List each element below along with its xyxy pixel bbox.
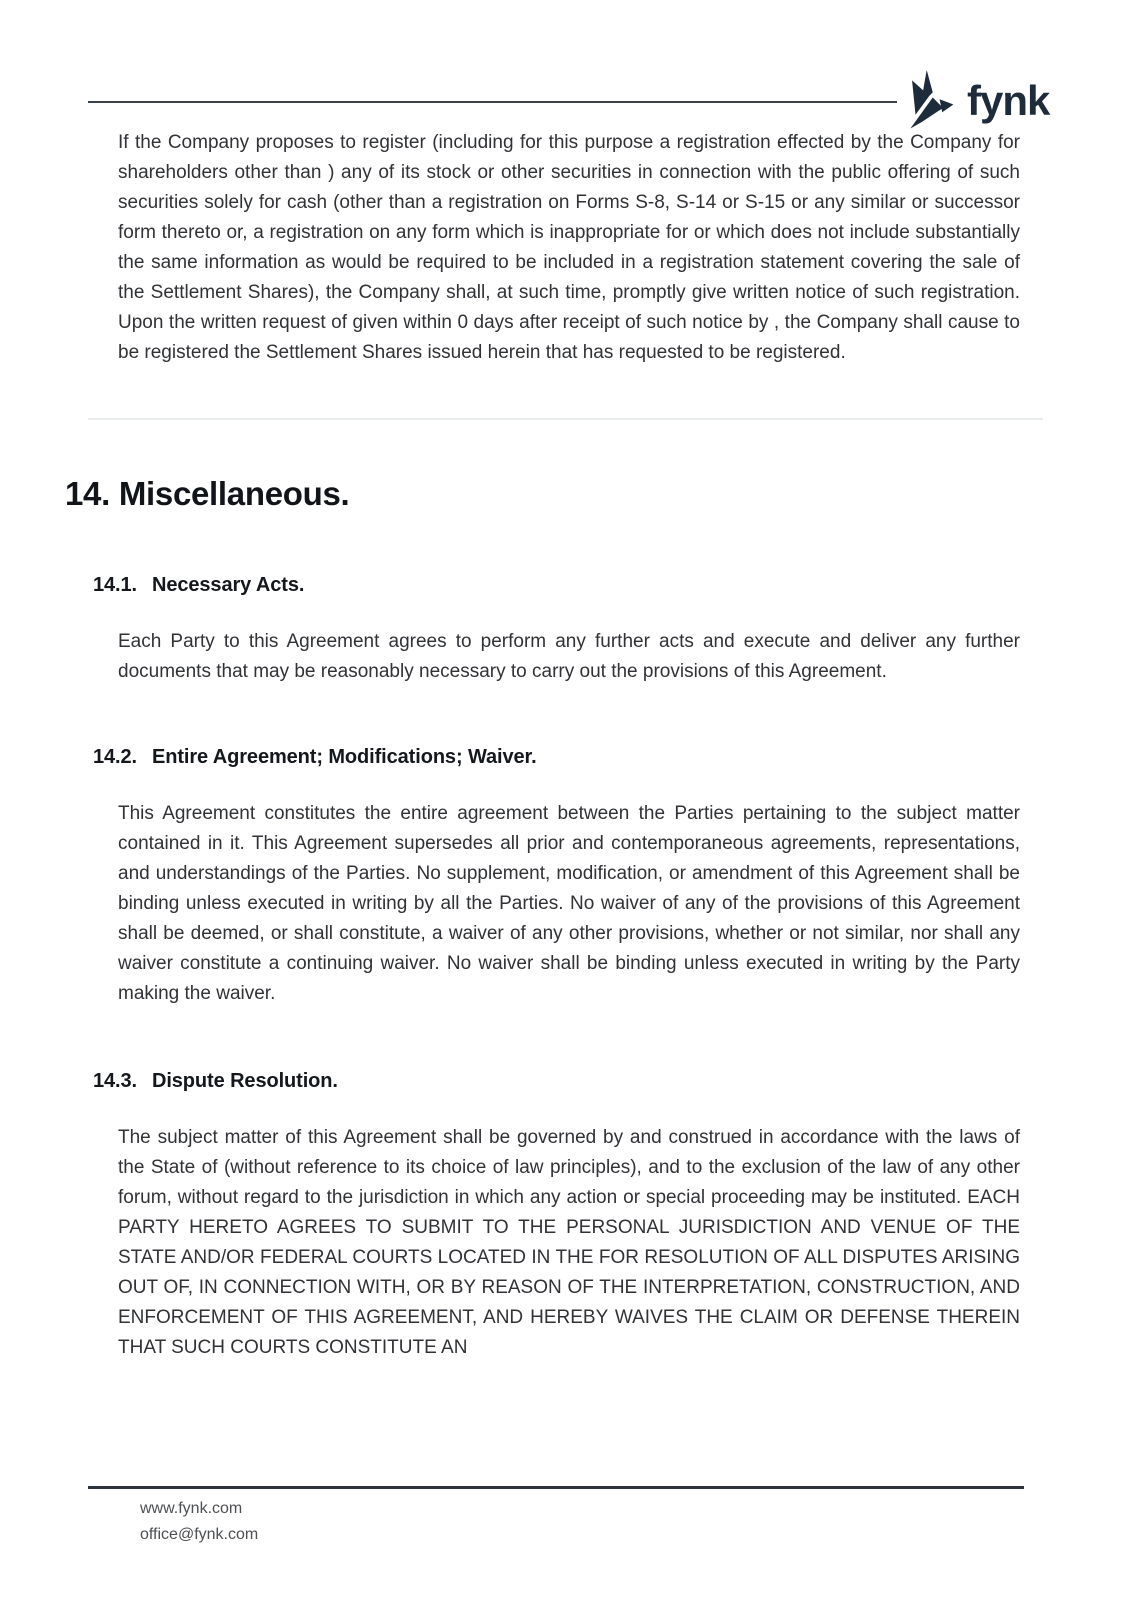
origami-bird-icon xyxy=(903,70,959,132)
subsection-paragraph: The subject matter of this Agreement shall be governed by and construed in accordance with the laws of the State of (without reference to its choice of law principles), and to the exclusion of the law of any other forum, without regard to the jurisdiction in which any action or special proceeding may be instituted. EACH PARTY HERETO AGREES TO SUBMIT TO THE PERSONAL JURISDICTION AND VENUE OF THE STATE AND/OR FEDERAL COURTS LOCATED IN THE FOR RESOLUTION OF ALL DISPUTES ARISING OUT OF, IN CONNECTION WITH, OR BY REASON OF THE INTERPRETATION, CONSTRUCTION, AND ENFORCEMENT OF THIS AGREEMENT, AND HEREBY WAIVES THE CLAIM OR DEFENSE THEREIN THAT SUCH COURTS CONSTITUTE AN xyxy=(118,1127,1020,1358)
section-divider xyxy=(88,418,1043,420)
header-rule xyxy=(88,101,897,103)
subsection-title: Necessary Acts. xyxy=(151,574,305,596)
subsection-number: 14.1. xyxy=(93,574,137,596)
document-footer xyxy=(0,1486,1131,1548)
subsection-heading xyxy=(93,1067,1131,1095)
intro-paragraph: If the Company proposes to register (including for this purpose a registration effected by the Company for shareholders other than ) any of its stock or other securities in connection with the public offering of such securities solely for cash (other than a registration on Forms S-8, S-14 or S-15 or any similar or successor form thereto or, a registration on any form which is inappropriate for or which does not include substantially the same information as would be required to be included in a registration statement covering the sale of the Settlement Shares), the Company shall, at such time, promptly give written notice of such registration. Upon the written request of given within 0 days after receipt of such notice by , the Company shall cause to be registered the Settlement Shares issued herein that has requested to be registered. xyxy=(118,132,1020,363)
document-body xyxy=(0,128,1131,1363)
subsection-heading xyxy=(93,743,1131,771)
subsection-dispute-resolution xyxy=(0,1067,1131,1363)
email-link[interactable]: office@fynk.com xyxy=(140,1526,259,1543)
subsection-title: Dispute Resolution. xyxy=(151,1070,338,1092)
subsection-necessary-acts xyxy=(0,571,1131,687)
subsection-title: Entire Agreement; Modifications; Waiver. xyxy=(151,746,537,768)
subsection-number: 14.2. xyxy=(93,746,137,768)
subsection-paragraph: Each Party to this Agreement agrees to perform any further acts and execute and deliver any further documents that may be reasonably necessary to carry out the provisions of this Agreement. xyxy=(118,631,1020,682)
subsection-heading xyxy=(93,571,1131,599)
fynk-logo-text: fynk xyxy=(967,77,1050,124)
subsection-paragraph: This Agreement constitutes the entire agreement between the Parties pertaining to the subject matter contained in it. This Agreement supersedes all prior and contemporaneous agreements, representations, and understandings of the Parties. No supplement, modification, or amendment of this Agreement shall be binding unless executed in writing by all the Parties. No waiver of any of the provisions of this Agreement shall be deemed, or shall constitute, a waiver of any other provisions, whether or not similar, nor shall any waiver constitute a continuing waiver. No waiver shall be binding unless executed in writing by the Party making the waiver. xyxy=(118,803,1020,1004)
subsection-entire-agreement xyxy=(0,743,1131,1009)
website-link[interactable]: www.fynk.com xyxy=(140,1500,243,1517)
footer-rule xyxy=(88,1486,1024,1489)
subsection-number: 14.3. xyxy=(93,1070,137,1092)
fynk-logo xyxy=(903,70,1049,132)
section-heading: 14. Miscellaneous. xyxy=(65,475,350,512)
